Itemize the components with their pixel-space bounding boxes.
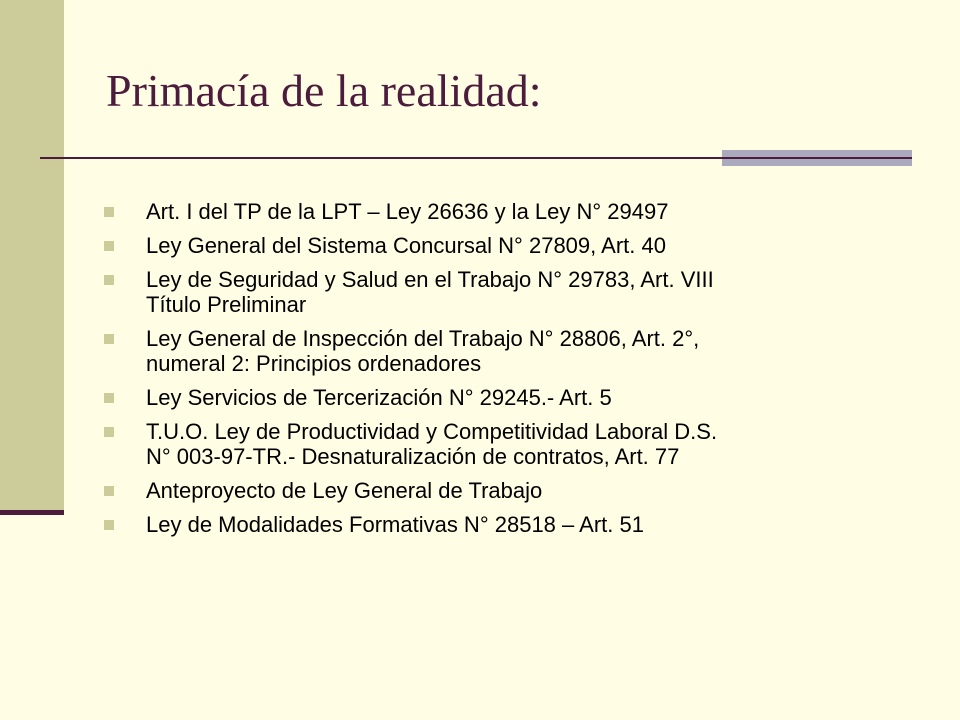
bullet-item xyxy=(104,419,904,469)
slide-title: Primacía de la realidad: xyxy=(106,65,542,116)
square-bullet-icon xyxy=(104,241,114,251)
bullet-item xyxy=(104,478,904,503)
bullet-text: Ley General de Inspección del Trabajo N° 28806, Art. 2°, xyxy=(146,326,700,351)
square-bullet-icon xyxy=(104,520,114,530)
bullet-text: Ley Servicios de Tercerización N° 29245.- Art. 5 xyxy=(146,385,612,410)
square-bullet-icon xyxy=(104,427,114,437)
side-accent-band xyxy=(0,0,64,510)
bullet-item xyxy=(104,199,904,224)
bullet-item xyxy=(104,385,904,410)
square-bullet-icon xyxy=(104,275,114,285)
side-accent-tick xyxy=(0,510,64,515)
square-bullet-icon xyxy=(104,334,114,344)
bullet-item xyxy=(104,512,904,537)
bullet-text: Anteproyecto de Ley General de Trabajo xyxy=(146,478,543,503)
bullet-text: T.U.O. Ley de Productividad y Competitividad Laboral D.S. xyxy=(146,419,718,444)
bullet-text: Ley de Modalidades Formativas N° 28518 – Art. 51 xyxy=(146,512,644,537)
bullet-text: Ley de Seguridad y Salud en el Trabajo N° 29783, Art. VIII xyxy=(146,267,714,292)
title-rule-accent-line xyxy=(722,157,912,159)
bullet-text-continued: N° 003-97-TR.- Desnaturalización de contratos, Art. 77 xyxy=(146,444,680,469)
square-bullet-icon xyxy=(104,207,114,217)
square-bullet-icon xyxy=(104,393,114,403)
bullet-text-continued: Título Preliminar xyxy=(146,292,307,317)
bullet-text: Art. I del TP de la LPT – Ley 26636 y la Ley N° 29497 xyxy=(146,199,669,224)
bullet-item xyxy=(104,326,904,376)
bullet-text-continued: numeral 2: Principios ordenadores xyxy=(146,351,482,376)
bullet-item xyxy=(104,267,904,317)
bullet-item xyxy=(104,233,904,258)
bullet-text: Ley General del Sistema Concursal N° 27809, Art. 40 xyxy=(146,233,666,258)
square-bullet-icon xyxy=(104,486,114,496)
bullet-list xyxy=(104,199,904,546)
